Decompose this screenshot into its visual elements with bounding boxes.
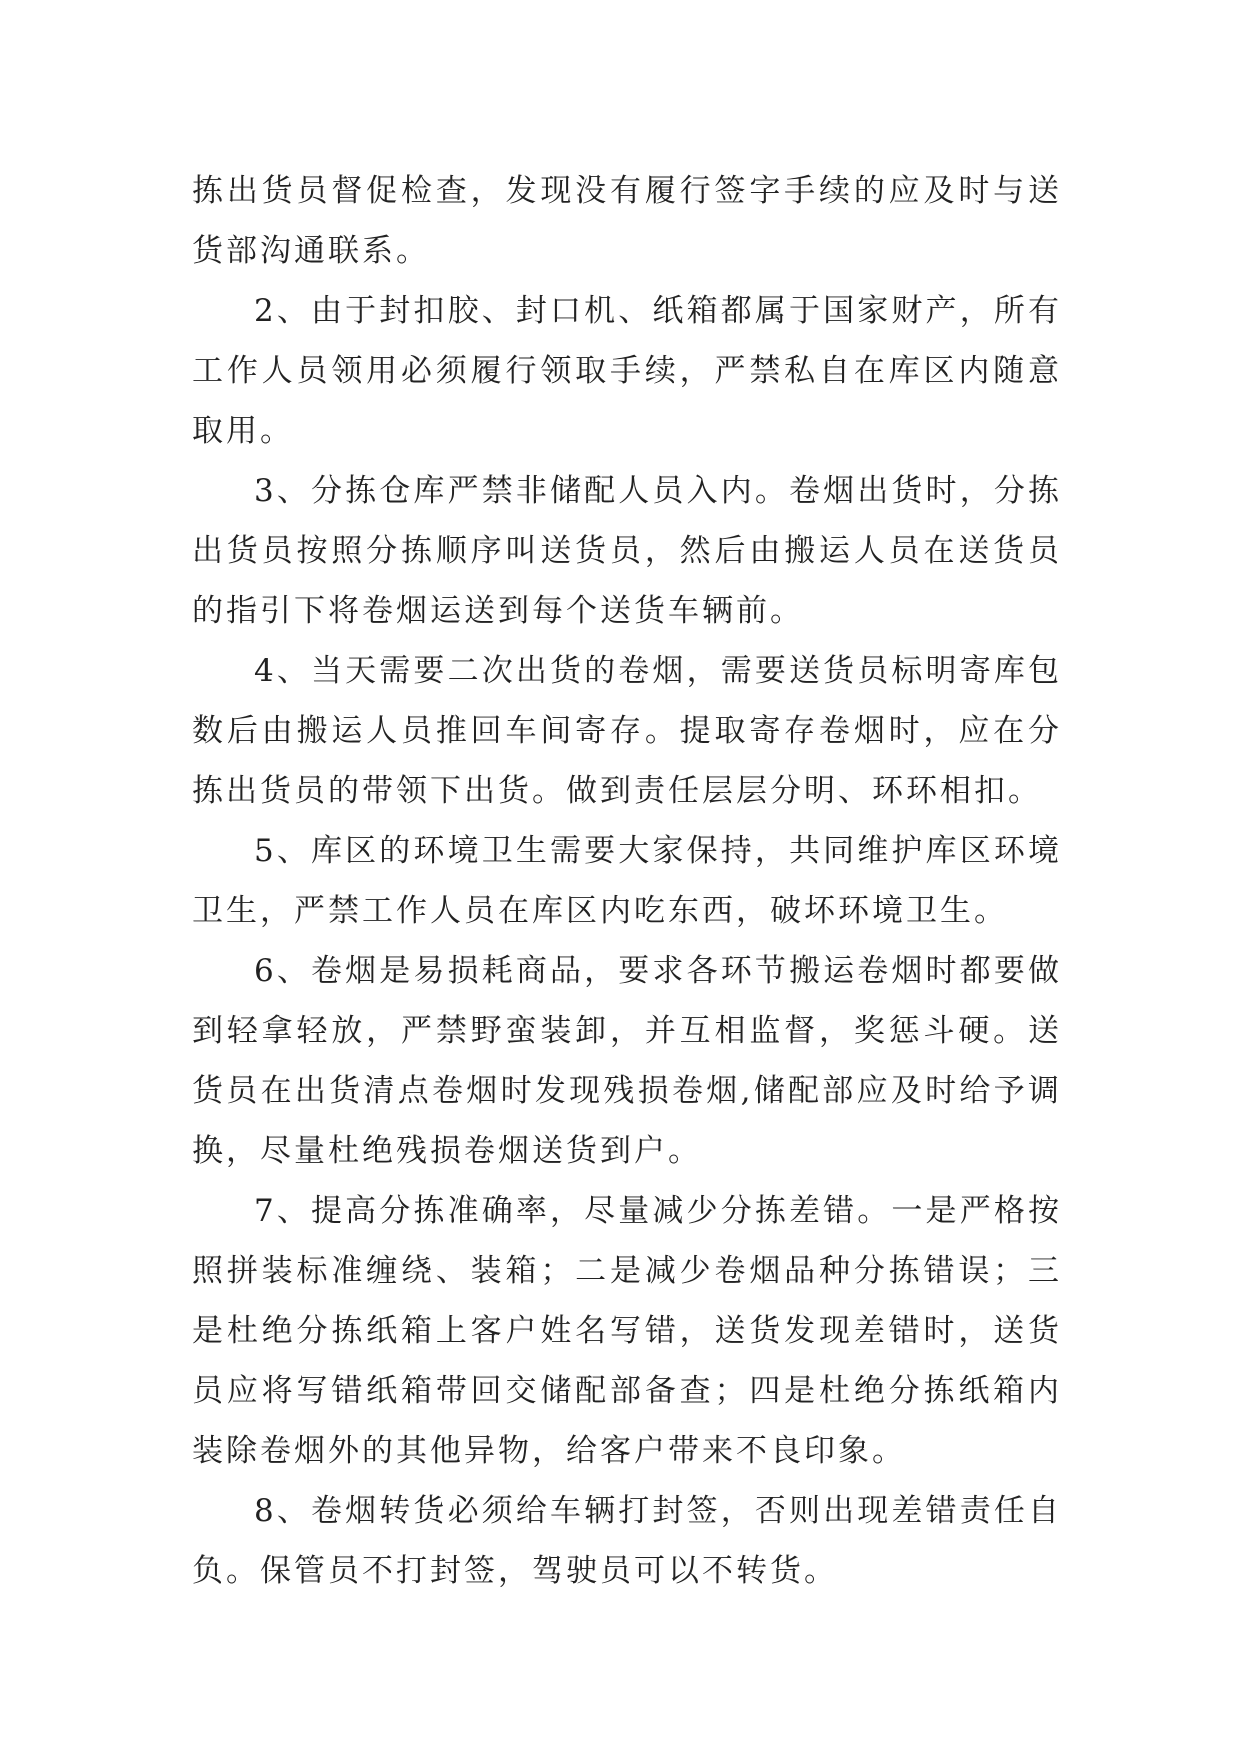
paragraph-item-8: 8、卷烟转货必须给车辆打封签，否则出现差错责任自负。保管员不打封签，驾驶员可以不转货。 <box>192 1493 1062 1589</box>
paragraph-item-7: 7、提高分拣准确率，尽量减少分拣差错。一是严格按照拼装标准缠绕、装箱；二是减少卷烟品种分拣错误；三是杜绝分拣纸箱上客户姓名写错，送货发现差错时，送货员应将写错纸箱带回交储配部备查；四是杜绝分拣纸箱内装除卷烟外的其他异物，给客户带来不良印象。 <box>192 1193 1062 1469</box>
paragraph-continuation: 拣出货员督促检查，发现没有履行签字手续的应及时与送货部沟通联系。 <box>192 173 1062 269</box>
document-body <box>192 161 1062 1601</box>
paragraph-item-5: 5、库区的环境卫生需要大家保持，共同维护库区环境卫生，严禁工作人员在库区内吃东西，破坏环境卫生。 <box>192 833 1062 929</box>
paragraph-item-3: 3、分拣仓库严禁非储配人员入内。卷烟出货时，分拣出货员按照分拣顺序叫送货员，然后由搬运人员在送货员的指引下将卷烟运送到每个送货车辆前。 <box>192 473 1062 629</box>
paragraph-item-2: 2、由于封扣胶、封口机、纸箱都属于国家财产，所有工作人员领用必须履行领取手续，严禁私自在库区内随意取用。 <box>192 293 1062 449</box>
paragraph-item-6: 6、卷烟是易损耗商品，要求各环节搬运卷烟时都要做到轻拿轻放，严禁野蛮装卸，并互相监督，奖惩斗硬。送货员在出货清点卷烟时发现残损卷烟,储配部应及时给予调换，尽量杜绝残损卷烟送货到户。 <box>192 953 1062 1169</box>
paragraph-item-4: 4、当天需要二次出货的卷烟，需要送货员标明寄库包数后由搬运人员推回车间寄存。提取寄存卷烟时，应在分拣出货员的带领下出货。做到责任层层分明、环环相扣。 <box>192 653 1062 809</box>
